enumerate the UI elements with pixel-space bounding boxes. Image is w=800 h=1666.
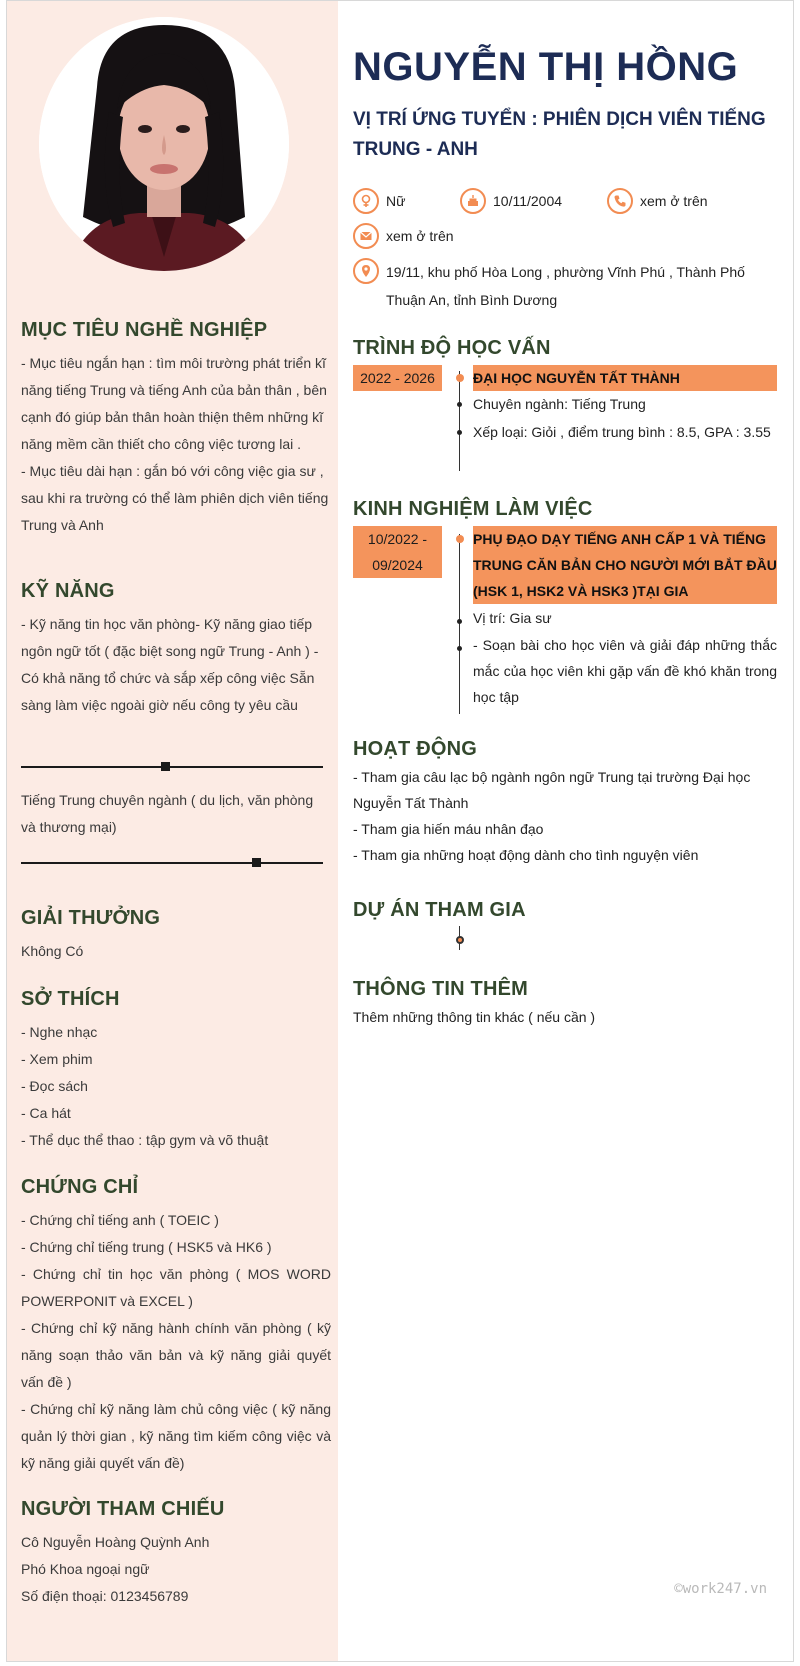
certificates-title: CHỨNG CHỈ <box>21 1176 139 1198</box>
education-period: 2022 - 2026 <box>353 365 442 391</box>
activities-list <box>353 764 777 868</box>
projects-title: DỰ ÁN THAM GIA <box>353 899 526 921</box>
list-item: - Ca hát <box>21 1105 71 1121</box>
timeline-line <box>459 534 460 714</box>
experience-company: PHỤ ĐẠO DẠY TIẾNG ANH CẤP 1 VÀ TIẾNG TRUNG CĂN BẢN CHO NGƯỜI MỚI BẮT ĐẦU (HSK 1, HSK2 VÀ HSK3 )TẠI GIA <box>473 526 777 604</box>
phone-icon <box>607 188 633 214</box>
list-item: - Đọc sách <box>21 1078 88 1094</box>
second-skill-text: Tiếng Trung chuyên ngành ( du lịch, văn phòng và thương mại) <box>21 792 314 835</box>
list-item: - Chứng chỉ tiếng anh ( TOEIC ) <box>21 1212 219 1228</box>
bullet-dot <box>457 646 462 651</box>
bullet-dot <box>457 430 462 435</box>
address-info <box>353 258 777 314</box>
reference-line: Cô Nguyễn Hoàng Quỳnh Anh <box>21 1534 210 1550</box>
experience-role: Vị trí: Gia sư <box>473 610 552 626</box>
awards-text: Không Có <box>21 943 84 959</box>
email-icon <box>353 223 379 249</box>
list-item: - Tham gia hiến máu nhân đạo <box>353 821 544 837</box>
list-item: - Chứng chỉ kỹ năng hành chính văn phòng ( kỹ năng soạn thảo văn bản và kỹ năng giải quyết vấn đề ) <box>21 1320 331 1390</box>
extra-info-text: Thêm những thông tin khác ( nếu cần ) <box>353 1009 596 1025</box>
cake-icon <box>460 188 486 214</box>
education-title: TRÌNH ĐỘ HỌC VẤN <box>353 337 551 359</box>
awards-title: GIẢI THƯỞNG <box>21 907 161 929</box>
school-name: ĐẠI HỌC NGUYỄN TẤT THÀNH <box>473 365 777 391</box>
timeline-line <box>459 371 460 471</box>
skills-title: KỸ NĂNG <box>21 580 115 602</box>
address-value: 19/11, khu phố Hòa Long , phường Vĩnh Phú , Thành Phố Thuận An, tỉnh Bình Dương <box>386 264 745 308</box>
location-icon <box>353 258 379 284</box>
education-grade: Xếp loại: Giỏi , điểm trung bình : 8.5, GPA : 3.55 <box>473 424 771 440</box>
awards-section <box>21 907 331 965</box>
list-item: - Chứng chỉ tiếng trung ( HSK5 và HK6 ) <box>21 1239 272 1255</box>
skill-level-knob <box>161 762 170 771</box>
skill-level-bar-2 <box>21 862 323 864</box>
certificates-section <box>21 1176 331 1477</box>
timeline-dot <box>456 535 464 543</box>
sidebar <box>7 1 338 1661</box>
gender-info <box>353 188 405 214</box>
watermark: ©work247.vn <box>674 1581 767 1597</box>
list-item: - Xem phim <box>21 1051 93 1067</box>
hobbies-section <box>21 988 331 1154</box>
references-title: NGƯỜI THAM CHIẾU <box>21 1498 225 1520</box>
second-skill <box>21 787 331 841</box>
objective-short-term: - Mục tiêu ngắn hạn : tìm môi trường phát triển kĩ năng tiếng Trung và tiếng Anh của bản thân , bên cạnh đó giúp bản thân hoàn thiện thêm những kĩ năng mềm cần thiết cho công việc tương lai . <box>21 355 327 452</box>
portrait-photo <box>39 17 289 271</box>
extra-info-title: THÔNG TIN THÊM <box>353 978 529 1000</box>
gender-icon <box>353 188 379 214</box>
candidate-name: NGUYỄN THỊ HỒNG <box>353 45 739 89</box>
email-value: xem ở trên <box>386 228 454 244</box>
phone-value: xem ở trên <box>640 193 708 209</box>
birthday-info <box>460 188 562 214</box>
gender-value: Nữ <box>386 193 406 209</box>
timeline-dot <box>456 936 464 944</box>
experience-title: KINH NGHIỆM LÀM VIỆC <box>353 498 593 520</box>
bullet-dot <box>457 402 462 407</box>
skill-level-knob <box>252 858 261 867</box>
avatar <box>39 17 289 271</box>
experience-period: 10/2022 - 09/2024 <box>353 526 442 578</box>
reference-line: Số điện thoại: 0123456789 <box>21 1588 189 1604</box>
cv-page <box>6 0 794 1662</box>
list-item: - Chứng chỉ tin học văn phòng ( MOS WORD POWERPONIT và EXCEL ) <box>21 1266 331 1309</box>
experience-description: - Soạn bài cho học viên và giải đáp những thắc mắc của học viên khi gặp vấn đề khó khăn trong học tập <box>473 637 777 705</box>
email-info <box>353 223 454 249</box>
timeline-dot <box>456 374 464 382</box>
birthday-value: 10/11/2004 <box>493 193 563 209</box>
skills-section <box>21 580 331 719</box>
objective-long-term: - Mục tiêu dài hạn : gắn bó với công việc gia sư , sau khi ra trường có thể làm phiên dịch viên tiếng Trung và Anh <box>21 463 329 533</box>
skills-text: - Kỹ năng tin học văn phòng- Kỹ năng giao tiếp ngôn ngữ tốt ( đặc biệt song ngữ Trung - Anh ) - Có khả năng tổ chức và sắp xếp công việc Sẵn sàng làm việc ngoài giờ nếu công ty yêu cầu <box>21 616 319 713</box>
reference-line: Phó Khoa ngoại ngữ <box>21 1561 150 1577</box>
list-item: - Nghe nhạc <box>21 1024 98 1040</box>
list-item: - Tham gia câu lạc bộ ngành ngôn ngữ Trung tại trường Đại học Nguyễn Tất Thành <box>353 769 751 811</box>
objective-section <box>21 319 331 539</box>
phone-info <box>607 188 708 214</box>
applied-position: VỊ TRÍ ỨNG TUYỂN : PHIÊN DỊCH VIÊN TIẾNG TRUNG - ANH <box>353 109 766 160</box>
bullet-dot <box>457 619 462 624</box>
education-major: Chuyên ngành: Tiếng Trung <box>473 396 646 412</box>
list-item: - Thể dục thể thao : tập gym và võ thuật <box>21 1132 269 1148</box>
objective-title: MỤC TIÊU NGHỀ NGHIỆP <box>21 319 268 341</box>
list-item: - Chứng chỉ kỹ năng làm chủ công việc ( kỹ năng quản lý thời gian , kỹ năng tìm kiếm công việc và kỹ năng giải quyết vấn đề) <box>21 1401 331 1471</box>
hobbies-title: SỞ THÍCH <box>21 988 120 1010</box>
skill-level-bar-1 <box>21 766 323 768</box>
references-section <box>21 1498 331 1610</box>
list-item: - Tham gia những hoạt động dành cho tình nguyện viên <box>353 847 699 863</box>
activities-title: HOẠT ĐỘNG <box>353 738 478 760</box>
